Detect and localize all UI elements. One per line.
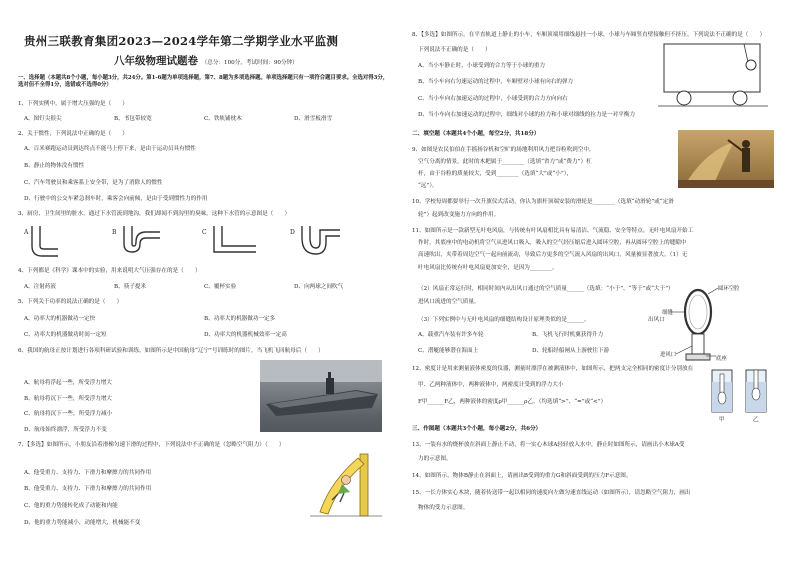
- fan-label-base: 底座: [716, 356, 727, 362]
- q5-option-d: D、功率大的机器机械效率一定高: [204, 332, 287, 338]
- q1-option-b: B、书包带较宽: [114, 116, 152, 122]
- q11-option-a: A、载重汽车装有许多车轮: [418, 332, 484, 338]
- q1-option-d: D、滑雪板滑雪: [294, 116, 333, 122]
- fan-label-ring: 圆环空腔: [718, 286, 740, 292]
- q11-line1: 11、如图所示是一款新型无叶电风扇，与传统有叶风扇相比具有易清洁、气流稳、安全等特点。无叶电风扇开始工: [412, 228, 694, 234]
- q15-line1: 15、一长方体实心木块，随着传送带一起以相同的速度向左做匀速直线运动（如图所示），请忽略空气阻力，画出: [412, 490, 691, 496]
- tube-label-yi: 乙: [753, 417, 759, 423]
- q11-line7: （3）下列实例中与无叶电风扇的细缝结构设计原理类似的是______。: [418, 317, 590, 323]
- question-14: 14、如图所示，物体B静止在斜面上，请画出B受到的重力G和斜面受到的压力F示意图。: [412, 473, 632, 479]
- q1-option-a: A、图钉尖很尖: [24, 116, 62, 122]
- q6-option-d: D、航母始终漂浮，所受浮力不变: [24, 427, 107, 433]
- question-2: 2、关于惯性，下列说法中正确的是（ ）: [18, 131, 128, 137]
- q11-line2: 作时，其底座中的电动机将空气从进风口吸入，吸入的空气经压缩后进入圆环空腔，再从圆环空腔上的缝隙中: [418, 240, 687, 246]
- pipe-label-c: C: [202, 229, 207, 236]
- q11-line5: （2）风扇正常运行时，相同时间内从出风口通过的空气质量______（选填：“小于”、“等于”或“大于”）: [418, 286, 674, 292]
- q9-line4: “远”）。: [418, 183, 438, 189]
- pipe-d: [302, 226, 340, 254]
- q4-option-b: B、筷子提米: [114, 284, 147, 290]
- q7-option-c: C、他的重力势能转化成了动能和内能: [24, 503, 118, 509]
- q10-line2: 轮”）起到改变施力方向的作用。: [418, 212, 500, 218]
- question-1: 1、下列实例中，属于增大压强的是（ ）: [18, 101, 128, 107]
- q11-option-c: C、潜艇能够潜在海面上: [418, 348, 479, 354]
- section-3-header: 三、作图题（本题共3个小题，每小题2分，共6分）: [412, 426, 542, 432]
- q13-line2: 力的示意图。: [418, 456, 452, 462]
- exam-info: （总分：100分，考试时间：90分钟）: [201, 60, 298, 66]
- subtitle-text: 八年级物理试题卷: [114, 55, 198, 67]
- q6-option-a: A、航母将浮起一些，所受浮力增大: [24, 380, 112, 386]
- pipe-label-b: B: [112, 229, 117, 236]
- q11-option-d: D、轮船经船闸从上游驶往下游: [532, 348, 610, 354]
- pipe-a: [32, 226, 58, 256]
- q5-option-a: A、功率大的机器做功一定快: [24, 316, 96, 322]
- q9-line3: 杆，由于谷粒的质量较大，受到________（选填“大”或“小”），: [418, 171, 573, 177]
- q11-option-b: B、飞机飞行时机翼获得升力: [532, 332, 604, 338]
- q8-option-d: D、当小车向右加速运动的过程中，细线对小球的拉力和小球对细线的拉力是一对平衡力: [418, 112, 636, 118]
- q7-option-d: D、他的重力势能减小，动能增大，机械能不变: [24, 520, 141, 526]
- q9-line2: 空气分离的情景，此时的木耙属于________（选填“省力”或“费力”）杠: [418, 159, 592, 165]
- q12-line3: F甲______F乙，两种液体的密度ρ甲______ρ乙。（均选填“>”、“=”或“<”）: [418, 399, 607, 405]
- q4-option-c: C、覆杯实验: [204, 284, 237, 290]
- section-1-header: 一、选择题（本题共8个小题，每小题3分，共24分。第1-6题为单项选择题，第7、8题为多项选择题。单项选择题只有一项符合题目要求。全选对得3分，选对但不全得1分，选错或不选得0分）: [18, 75, 389, 89]
- fan-label-outlet: 出风口: [648, 317, 665, 323]
- question-7: 7、【多选】如图所示，小朋友沿着滑梯匀速下滑的过程中，下列说法中不正确的是（忽略空气阻力）（ ）: [18, 442, 285, 448]
- pipe-c: [214, 226, 256, 252]
- q7-option-a: A、他受重力、支持力、下滑力和摩擦力的共同作用: [24, 470, 152, 476]
- section-2-header: 二、填空题（本题共4个小题，每空2分，共18分）: [412, 131, 540, 137]
- pipe-b: [124, 226, 160, 252]
- q12-line1: 12、密度计是用来测量液体密度的仪器，测量时漂浮在被测液体中，如图所示，把两支完全相同的密度计分别放在: [412, 366, 694, 372]
- q11-line6: 进风口流进的空气质量。: [418, 299, 480, 305]
- aircraft-carrier-photo: [260, 360, 382, 432]
- question-8: 8、【多选】如图所示，在平直轨道上静止的小车，车厢顶端用细线悬挂一小球，小球与车厢竖直壁接触但不挤压。下列说法不正确的是（ ）: [412, 32, 766, 38]
- q11-line4: 叶电风扇比传统有叶电风扇更加安全，是因为________。: [418, 265, 558, 271]
- q8-option-a: A、当小车静止时，小球受到的合力等于小球的重力: [418, 63, 546, 69]
- q4-option-d: D、向两球之间吹气: [294, 284, 344, 290]
- q11-line3: 高速吹出，夹带着周边空气一起向前流动，导致后方更多的空气流入风扇的出风口，风量被显著放大。（1）无: [418, 252, 688, 258]
- right-column: [412, 0, 778, 562]
- question-8-line2: 下列说法不正确的是（ ）: [418, 47, 491, 53]
- q12-line2: 甲、乙两种液体中，两种液体中，两密度计受到的浮力大小: [418, 382, 564, 388]
- page-title: 贵州三联教育集团2023—2024学年第二学期学业水平监测: [24, 34, 339, 48]
- drain-pipe-diagrams: [24, 222, 384, 262]
- pipe-label-a: A: [24, 229, 29, 236]
- farmer-winnowing-photo: [678, 130, 774, 188]
- question-5: 5、下列关于功率的说法正确的是（ ）: [18, 299, 123, 305]
- q1-option-c: C、铁轨铺枕木: [204, 116, 242, 122]
- q2-option-b: B、静止的物体没有惯性: [24, 163, 85, 169]
- question-6-text: 6、我国的航母正按计划进行各项科研试验和训练。如图所示是中国航母“辽宁”号训练时的图片。当飞机飞回航母后（ ）: [18, 348, 324, 354]
- tube-label-jia: 甲: [719, 417, 725, 423]
- hydrometer-diagram: [708, 366, 772, 424]
- question-3: 3、厨房、卫生间里的脏水，通过下水管流到地沟，我们却闻不到沟里的臭味，这种下水管的示意图是（ ）: [18, 211, 291, 217]
- q7-option-b: B、他受重力、支持力、下滑力和摩擦力的共同作用: [24, 486, 152, 492]
- slide-illustration: [310, 452, 382, 518]
- fan-label-inlet: 进风口: [660, 352, 677, 358]
- q5-option-b: B、功率大的机器做功一定多: [204, 316, 276, 322]
- pipe-label-d: D: [290, 229, 295, 236]
- fan-label-slit: 细缝: [662, 310, 673, 316]
- q4-option-a: A、注射药液: [24, 284, 57, 290]
- q8-option-b: B、当小车向右匀速运动的过程中，车厢壁对小球有向右的弹力: [418, 79, 574, 85]
- q2-option-c: C、汽车驾驶员和乘客系上安全带，是为了消除人的惯性: [24, 180, 163, 186]
- q9-line1: 9、如图是农民伯伯在手摇扬谷机和空旷的场地利用风力把谷粒吹到空中，: [412, 147, 595, 153]
- left-column: [18, 0, 390, 562]
- q10-line1: 10、学校每周都要举行一次升旗仪式活动，你认为旗杆顶端安装的滑轮是________（选填“动滑轮”或“定滑: [412, 199, 674, 205]
- cart-ball-diagram: [658, 40, 768, 108]
- q2-option-d: D、行驶中的公交车紧急刹车时，乘客会向前倾，是由于受到惯性力的作用: [24, 196, 208, 202]
- q5-option-c: C、功率大的机器做功时间一定短: [24, 332, 107, 338]
- question-4: 4、下列都是《科学》课本中的实验，用来说明大气压强存在的是（ ）: [18, 268, 201, 274]
- q6-option-c: C、航母将沉下一些，所受浮力减小: [24, 411, 113, 417]
- question-6: [18, 348, 324, 356]
- q15-line2: 物体的受力示意图。: [418, 505, 469, 511]
- page-subtitle: [114, 54, 298, 68]
- q8-option-c: C、当小车向右加速运动的过程中，小球受到的合力方向向右: [418, 96, 568, 102]
- q13-line1: 13、一装有水的烧杯放在斜面上静止不动，将一实心木球A轻轻放入水中，静止时如图所示，请画出小木球A受: [412, 442, 685, 448]
- q2-option-a: A、百米赛跑运动员到达终点不能马上停下来，是由于运动员具有惯性: [24, 146, 196, 152]
- q6-option-b: B、航母将沉下一些，所受浮力增大: [24, 396, 113, 402]
